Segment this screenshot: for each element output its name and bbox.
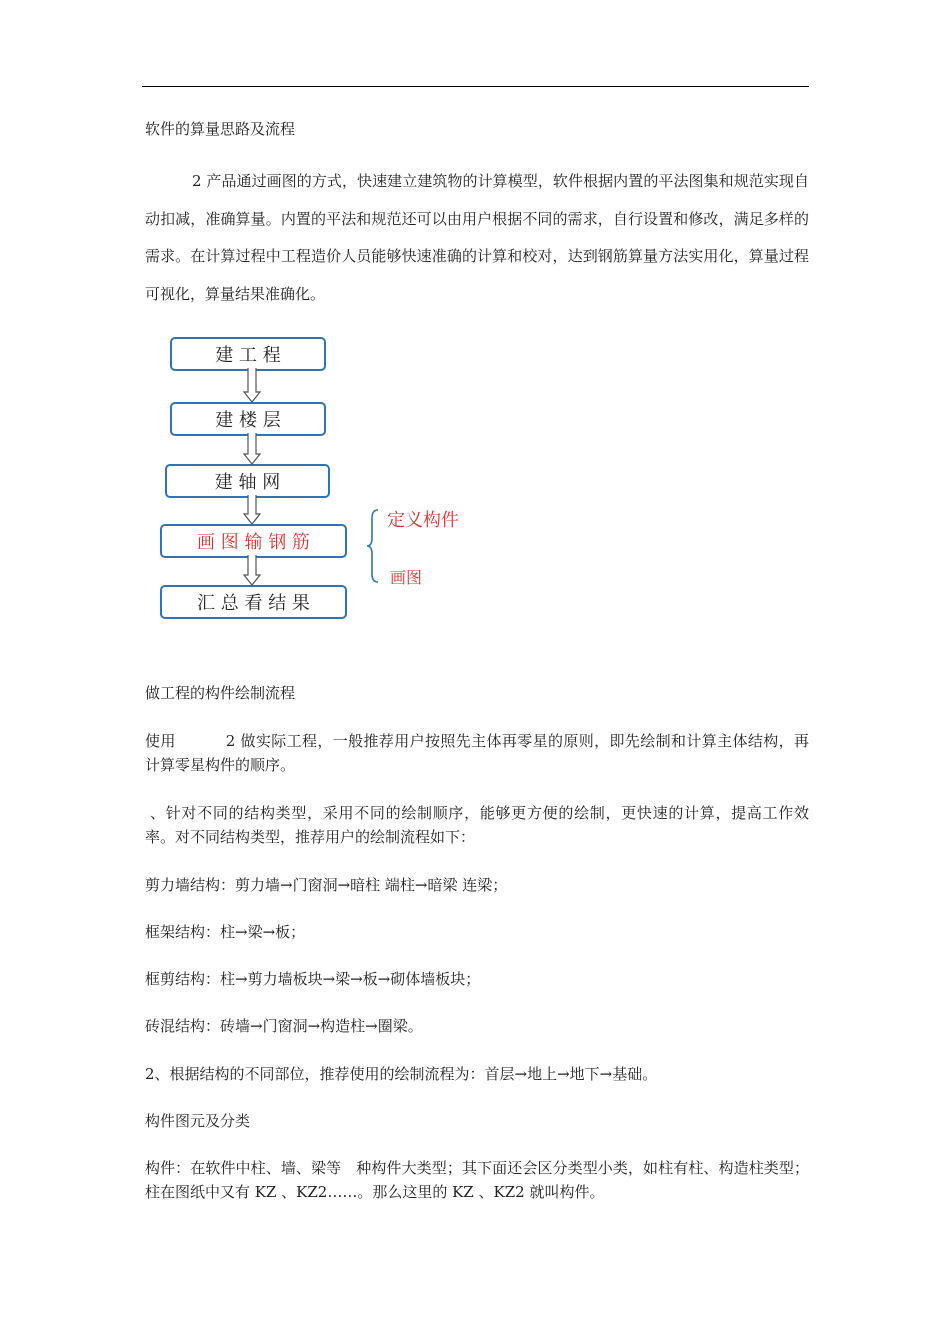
intro-paragraph: 2 产品通过画图的方式，快速建立建筑物的计算模型，软件根据内置的平法图集和规范实现自动扣减，准确算量。内置的平法和规范还可以由用户根据不同的需求，自行设置和修改，满足多样的需求。在计算过程中工程造价人员能够快速准确的计算和校对，达到钢筋算量方法实用化，算量过程可视化，算量结果准确化。 (145, 172, 809, 303)
structure-frame-shear: 框剪结构：柱→剪力墙板块→梁→板→砌体墙板块； (145, 970, 481, 988)
structure-shear-wall: 剪力墙结构：剪力墙→门窗洞→暗柱 端柱→暗梁 连梁； (145, 876, 508, 894)
branch-define-components: 定义构件 (387, 510, 459, 531)
point-2-paragraph: 2、根据结构的不同部位，推荐使用的绘制流程为：首层→地上→地下→基础。 (145, 1065, 658, 1083)
section-heading-drawing-flow: 做工程的构件绘制流程 (145, 684, 296, 702)
flow-step-build-floors: 建 楼 层 (170, 402, 326, 436)
structure-brick-concrete: 砖混结构：砖墙→门窗洞→构造柱→圈梁。 (145, 1017, 423, 1035)
usage-lead: 使用 (145, 732, 176, 750)
header-rule (142, 86, 809, 87)
branch-draw: 画图 (390, 568, 423, 587)
flow-branch-brace (366, 508, 386, 584)
flow-step-build-grid: 建 轴 网 (165, 464, 330, 498)
flow-step-summarize-results: 汇 总 看 结 果 (160, 585, 347, 619)
section-heading-components: 构件图元及分类 (145, 1112, 251, 1130)
flow-step-draw-rebar: 画 图 输 钢 筋 (160, 524, 347, 558)
flow-arrow-4 (240, 555, 264, 587)
point-1-paragraph: 、针对不同的结构类型，采用不同的绘制顺序，能够更方便的绘制，更快速的计算，提高工作效率。对不同结构类型，推荐用户的绘制流程如下： (145, 804, 809, 846)
usage-rest: 2 做实际工程，一般推荐用户按照先主体再零星的原则，即先绘制和计算主体结构，再计算零星构件的顺序。 (145, 732, 809, 774)
structure-frame: 框架结构：柱→梁→板； (145, 923, 306, 941)
flow-arrow-2 (240, 433, 264, 466)
flow-step-build-project: 建 工 程 (170, 337, 326, 371)
components-paragraph: 构件：在软件中柱、墙、梁等 种构件大类型；其下面还会区分类型小类，如柱有柱、构造柱类型；柱在图纸中又有 KZ 、KZ2……。那么这里的 KZ 、KZ2 就叫构件。 (145, 1159, 809, 1201)
flow-arrow-3 (240, 495, 264, 526)
flow-arrow-1 (240, 368, 264, 404)
section-heading-approach: 软件的算量思路及流程 (145, 120, 296, 138)
usage-paragraph (145, 729, 809, 777)
